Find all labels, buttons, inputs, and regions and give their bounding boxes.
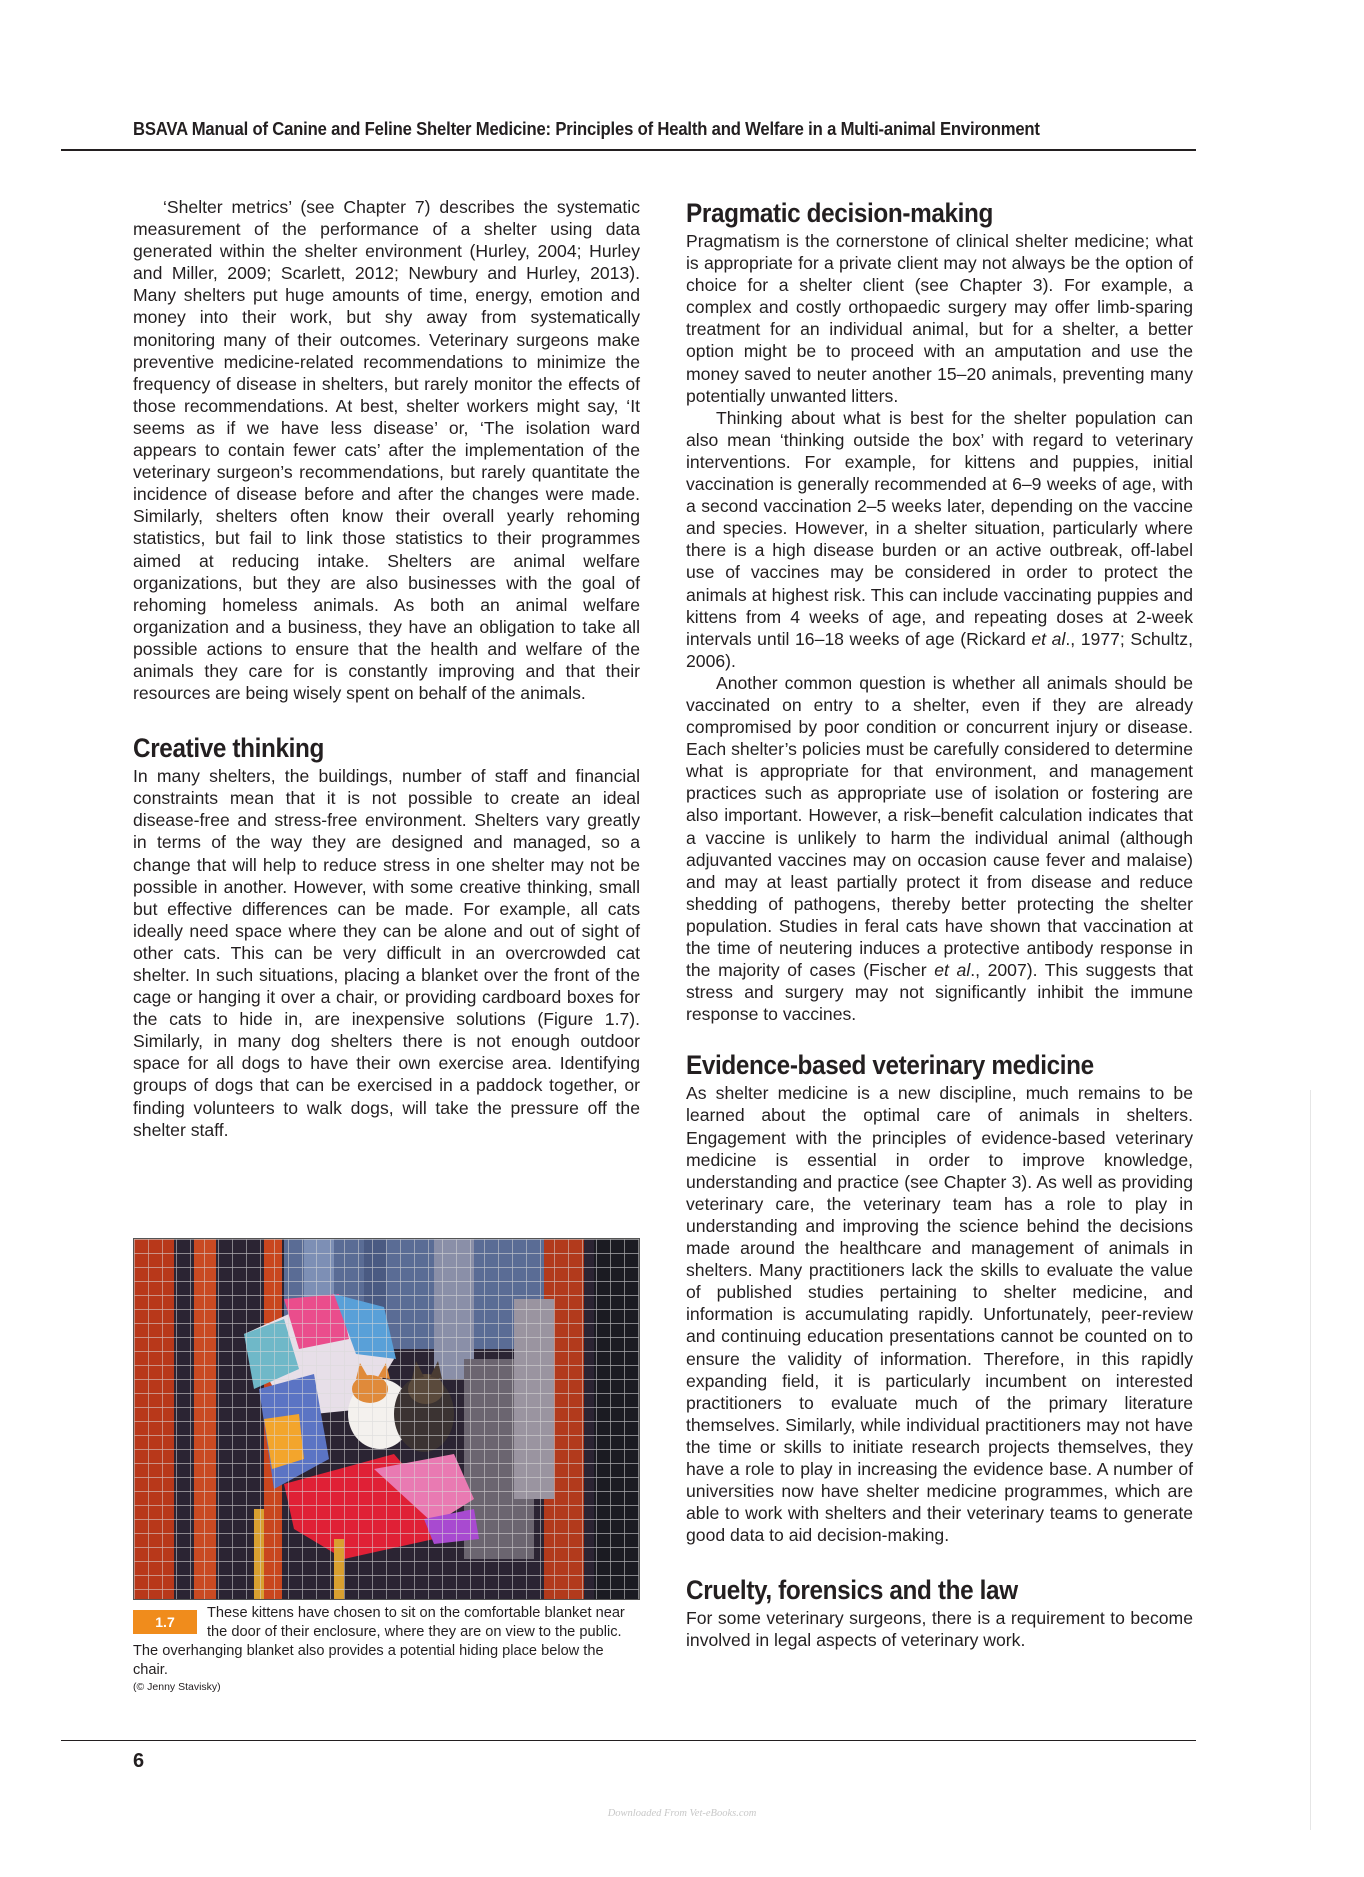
footer-rule [61, 1740, 1196, 1741]
page-edge-line [1310, 1090, 1311, 1830]
right-column [686, 196, 1193, 1652]
figure-credit: (© Jenny Stavisky) [133, 1681, 221, 1693]
figure-caption [133, 1604, 640, 1694]
paragraph-pragmatism: Pragmatism is the cornerstone of clinical shelter medicine; what is appropriate for a private client may not always be the option of choice for a shelter client (see Chapter 3). For example, a complex and costly orthopaedic surgery may offer limb-sparing treatment for an individual animal, but for a shelter, a better option might be to proceed with an amputation and use the money saved to neuter another 15–20 animals, preventing many potentially unwanted litters. [686, 231, 1193, 406]
heading-pragmatic-decision-making: Pragmatic decision-making [686, 198, 993, 228]
page-number: 6 [133, 1750, 145, 1772]
kittens-in-cage-image [134, 1239, 639, 1599]
paragraph-vaccination-on-entry: Another common question is whether all animals should be vaccinated on entry to a shelter, even if they are already compromised by poor condition or concurrent injury or disease. Each shelter’s policies must be carefully considered to determine what is appropriate for that environment, and management practices such as appropriate use of isolation or fostering are also important. However, a risk–benefit calculation indicates that a vaccine is unlikely to harm the individual animal (although adjuvanted vaccines may on occasion cause fever and malaise) and may at least partially protect it from disease and reduce shedding of pathogens, thereby better protecting the shelter population. Studies in feral cats have shown that vaccination at the time of neutering induces a protective antibody response in the majority of cases (Fischer et al., 2007). This suggests that stress and surgery may not significantly inhibit the immune response to vaccines. [686, 672, 1194, 1025]
paragraph-evidence-based: As shelter medicine is a new discipline, much remains to be learned about the optimal care of animals in shelters. Engagement with the principles of evidence-based veterinary medicine is essential in order to improve knowledge, understanding and practice (see Chapter 3). As well as providing veterinary care, the veterinary team has a role to play in understanding and improving the science behind the decisions made around the healthcare and management of animals in shelters. Many practitioners lack the skills to evaluate the value of published studies pertaining to shelter medicine, and information is accumulating rapidly. Unfortunately, peer-review and continuing education presentations cannot be counted on to ensure the validity of information. Therefore, in this rapidly expanding field, it is particularly incumbent on interested practitioners to evaluate much of the primary literature themselves. Similarly, while individual practitioners may not have the time or skills to initiate research projects themselves, they have a role to play in increasing the evidence base. A number of universities now have shelter medicine programmes, which are able to work with shelters and their veterinary teams to generate good data to aid decision-making. [686, 1083, 1193, 1546]
running-head: BSAVA Manual of Canine and Feline Shelter Medicine: Principles of Health and Welfare in a Multi-animal Environment [133, 118, 1040, 139]
left-column [133, 196, 640, 1141]
header-rule [61, 149, 1196, 151]
figure-kittens-photo [133, 1238, 640, 1600]
paragraph-shelter-metrics: ‘Shelter metrics’ (see Chapter 7) describes the systematic measurement of the performance of a shelter using data generated within the shelter environment (Hurley, 2004; Hurley and Miller, 2009; Scarlett, 2012; Newbury and Hurley, 2013). Many shelters put huge amounts of time, energy, emotion and money into their work, but shy away from systematically monitoring many of their outcomes. Veterinary surgeons make preventive medicine-related recommendations to minimize the frequency of disease in shelters, but rarely monitor the effects of those recommendations. At best, shelter workers might say, ‘It seems as if we have less disease’ or, ‘The isolation ward appears to contain fewer cats’ after the implementation of the veterinary surgeon’s recommendations, but rarely quantitate the incidence of disease before and after the changes were made. Similarly, shelters often know their overall yearly rehoming statistics, but fail to link those statistics to their programmes aimed at reducing intake. Shelters are animal welfare organizations, but they are also businesses with the goal of rehoming homeless animals. As both an animal welfare organization and a business, they have an obligation to take all possible actions to ensure that the health and welfare of the animals they care for is constantly improving and that their resources are being wisely spent on behalf of the animals. [133, 197, 640, 704]
watermark: Downloaded From Vet-eBooks.com [607, 1808, 757, 1819]
figure-number-badge: 1.7 [133, 1610, 197, 1634]
paragraph-cruelty-forensics: For some veterinary surgeons, there is a requirement to become involved in legal aspects of veterinary work. [686, 1608, 1193, 1651]
paragraph-creative-thinking: In many shelters, the buildings, number of staff and financial constraints mean that it is not possible to create an ideal disease-free and stress-free environment. Shelters vary greatly in terms of the way they are designed and managed, so a change that will help to reduce stress in one shelter may not be possible in another. However, with some creative thinking, small but effective differences can be made. For example, all cats ideally need space where they can be alone and out of sight of other cats. This can be very difficult in an overcrowded cat shelter. In such situations, placing a blanket over the front of the cage or hanging it over a chair, or providing cardboard boxes for the cats to hide in, are inexpensive solutions (Figure 1.7). Similarly, in many dog shelters there is not enough outdoor space for all dogs to have their own exercise area. Identifying groups of dogs that can be exercised in a paddock together, or finding volunteers to walk dogs, will take the pressure off the shelter staff. [133, 766, 640, 1140]
paragraph-vaccination-timing: Thinking about what is best for the shelter population can also mean ‘thinking outside the box’ with regard to veterinary interventions. For example, for kittens and puppies, initial vaccination is generally recommended at 6–9 weeks of age, with a second vaccination 2–5 weeks later, depending on the vaccine and species. However, in a shelter situation, particularly where there is a high disease burden or an active outbreak, off-label use of vaccines may be considered in order to protect the animals at highest risk. This can include vaccinating puppies and kittens from 4 weeks of age, and repeating doses at 2-week intervals until 16–18 weeks of age (Rickard et al., 1977; Schultz, 2006). [686, 407, 1193, 671]
figure-caption-text: These kittens have chosen to sit on the comfortable blanket near the door of their enclosure, where they are on view to the public. The overhanging blanket also provides a potential hiding place below the chair. [133, 1605, 625, 1678]
heading-creative-thinking: Creative thinking [133, 733, 325, 764]
heading-cruelty-forensics: Cruelty, forensics and the law [686, 1575, 1018, 1606]
heading-evidence-based: Evidence-based veterinary medicine [686, 1050, 1094, 1081]
